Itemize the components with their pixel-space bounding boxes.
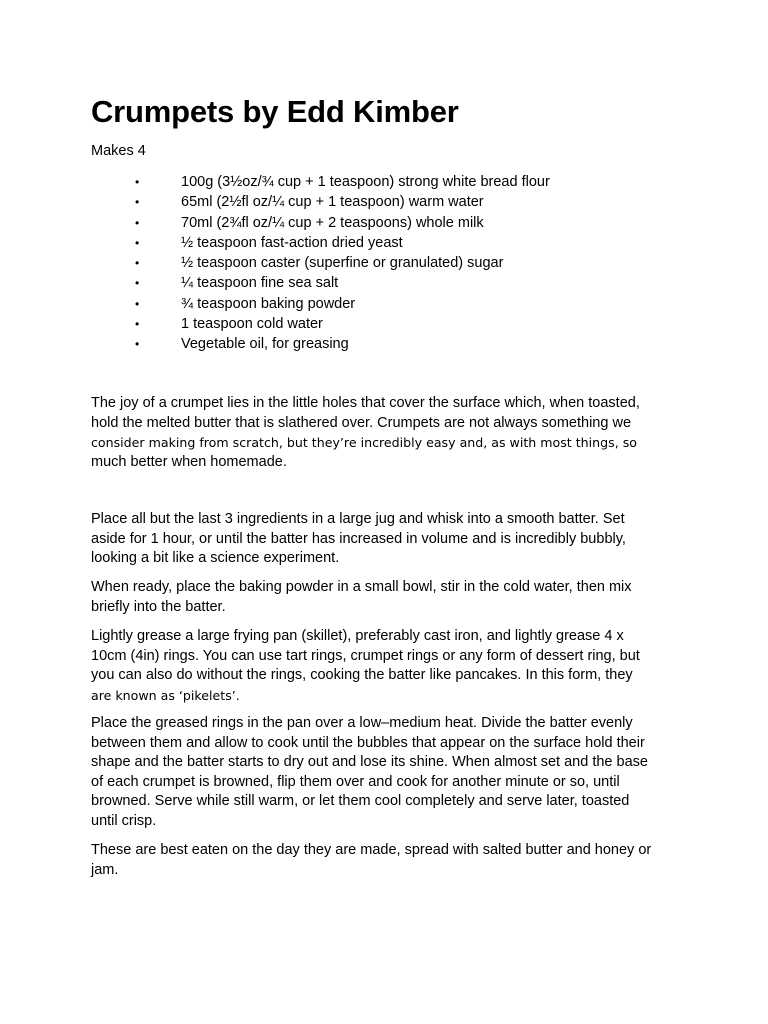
ingredient-item — [91, 273, 691, 293]
recipe-title: Crumpets by Edd Kimber — [91, 94, 459, 129]
ingredient-item — [91, 192, 691, 212]
bullet-icon: • — [135, 317, 140, 332]
method-step-1 — [91, 510, 691, 569]
bullet-icon: • — [135, 175, 140, 189]
bullet-icon: • — [135, 256, 140, 271]
ingredient-item — [91, 253, 691, 273]
paragraph-line: until crisp. — [91, 812, 157, 829]
intro-paragraph — [91, 394, 691, 472]
paragraph-line: Lightly grease a large frying pan (skillet), preferably cast iron, and lightly grease 4 x — [91, 628, 624, 644]
ingredient-text: ¼ teaspoon fine sea salt — [181, 275, 339, 292]
paragraph-line: When ready, place the baking powder in a small bowl, stir in the cold water, then mix — [91, 579, 632, 595]
ingredient-list — [91, 172, 691, 355]
bullet-icon: • — [135, 235, 140, 250]
ingredient-item — [91, 294, 691, 314]
paragraph-line: Place the greased rings in the pan over a low–medium heat. Divide the batter evenly — [91, 715, 633, 731]
paragraph-line: briefly into the batter. — [91, 598, 226, 615]
ingredient-text: 70ml (2¾fl oz/¼ cup + 2 teaspoons) whole milk — [181, 214, 484, 231]
ingredient-item — [91, 233, 691, 253]
paragraph-line: between them and allow to cook until the bubbles that appear on the surface hold their — [91, 734, 645, 751]
bullet-icon: • — [135, 195, 140, 210]
ingredient-text: 100g (3½oz/¾ cup + 1 teaspoon) strong white bread flour — [181, 174, 550, 190]
paragraph-line: The joy of a crumpet lies in the little holes that cover the surface which, when toasted, — [91, 395, 640, 411]
paragraph-line: Place all but the last 3 ingredients in a large jug and whisk into a smooth batter. Set — [91, 511, 625, 527]
ingredient-text: 65ml (2½fl oz/¼ cup + 1 teaspoon) warm water — [181, 194, 484, 211]
paragraph-line: hold the melted butter that is slathered over. Crumpets are not always something we — [91, 414, 632, 431]
paragraph-line: of each crumpet is browned, flip them over and cook for another minute or so, until — [91, 773, 620, 790]
ingredient-text: 1 teaspoon cold water — [181, 316, 323, 333]
recipe-yield: Makes 4 — [91, 143, 146, 159]
ingredient-text: ½ teaspoon fast-action dried yeast — [181, 234, 403, 251]
bullet-icon: • — [135, 276, 140, 291]
ingredient-text: Vegetable oil, for greasing — [181, 336, 349, 353]
ingredient-text: ¾ teaspoon baking powder — [181, 295, 356, 312]
paragraph-line: much better when homemade. — [91, 453, 287, 470]
bullet-icon: • — [135, 296, 140, 311]
ingredient-item — [91, 172, 691, 192]
paragraph-line: consider making from scratch, but they’re incredibly easy and, as with most things, so — [91, 435, 637, 451]
method-step-4 — [91, 714, 691, 832]
paragraph-line: browned. Serve while still warm, or let them cool completely and serve later, toasted — [91, 793, 630, 810]
paragraph-line: are known as ‘pikelets’. — [91, 687, 240, 703]
bullet-icon: • — [135, 215, 140, 230]
ingredient-item — [91, 334, 691, 354]
paragraph-line: These are best eaten on the day they are made, spread with salted butter and honey or — [91, 842, 652, 858]
ingredient-item — [91, 213, 691, 233]
paragraph-line: looking a bit like a science experiment. — [91, 550, 340, 567]
paragraph-line: jam. — [91, 861, 119, 878]
ingredient-text: ½ teaspoon caster (superfine or granulated) sugar — [181, 255, 504, 272]
method-step-2 — [91, 578, 691, 617]
method-step-3 — [91, 627, 691, 705]
ingredient-item — [91, 314, 691, 334]
paragraph-line: shape and the batter starts to dry out and lose its shine. When almost set and the base — [91, 754, 648, 771]
paragraph-line: aside for 1 hour, or until the batter has increased in volume and is incredibly bubbly, — [91, 530, 626, 547]
bullet-icon: • — [135, 337, 140, 352]
paragraph-line: 10cm (4in) rings. You can use tart rings, crumpet rings or any form of dessert ring, but — [91, 647, 640, 664]
paragraph-line: you can also do without the rings, cooking the batter like pancakes. In this form, they — [91, 667, 633, 684]
method-step-5 — [91, 841, 691, 880]
